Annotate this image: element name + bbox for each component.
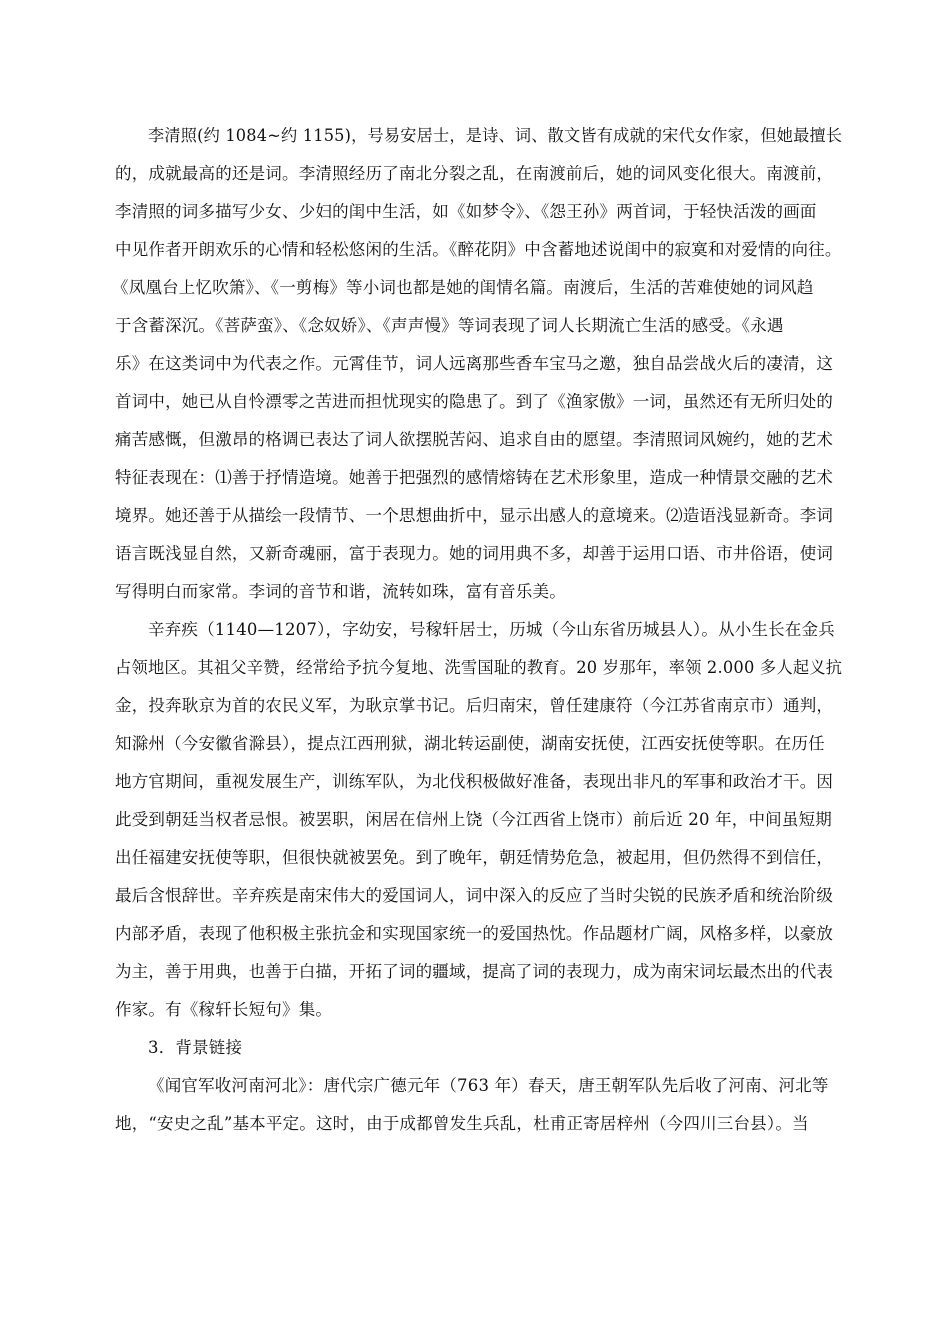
text-line-22: 内部矛盾，表现了他积极主张抗金和实现国家统一的爱国热忱。作品题材广阔，风格多样，以豪放 bbox=[115, 924, 834, 943]
text-line-21: 最后含恨辞世。辛弃疾是南宋伟大的爱国词人，词中深入的反应了当时尖锐的民族矛盾和统治阶级 bbox=[115, 886, 834, 905]
text-line-15: 占领地区。其祖父辛赞，经常给予抗今复地、洗雪国耻的教育。20 岁那年，率领 2.000 多人起义抗 bbox=[115, 658, 843, 677]
text-line-23: 为主，善于用典，也善于白描，开拓了词的疆域，提高了词的表现力，成为南宋词坛最杰出的代表 bbox=[115, 962, 834, 981]
text-line-27: 地，“安史之乱”基本平定。这时，由于成都曾发生兵乱，杜甫正寄居梓州（今四川三台县）。当 bbox=[115, 1114, 809, 1133]
text-line-8: 首词中，她已从自怜漂零之苦进而担忧现实的隐患了。到了《渔家傲》一词，虽然还有无所归处的 bbox=[115, 392, 834, 411]
text-line-14: 辛弃疾（1140—1207），字幼安，号稼轩居士，历城（今山东省历城县人）。从小生长在金兵 bbox=[148, 620, 835, 639]
text-line-9: 痛苦感慨，但激昂的格调已表达了词人欲摆脱苦闷、追求自由的愿望。李清照词风婉约，她的艺术 bbox=[115, 430, 834, 449]
text-line-13: 写得明白而家常。李词的音节和谐，流转如珠，富有音乐美。 bbox=[115, 582, 566, 601]
text-line-19: 此受到朝廷当权者忌恨。被罢职，闲居在信州上饶（今江西省上饶市）前后近 20 年，中间虽短期 bbox=[115, 810, 832, 829]
text-line-3: 李清照的词多描写少女、少妇的闺中生活，如《如梦令》、《怨王孙》两首词，于轻快活泼的画面 bbox=[115, 202, 817, 221]
text-line-4: 中见作者开朗欢乐的心情和轻松悠闲的生活。《醉花阴》中含蓄地述说闺中的寂寞和对爱情的向往。 bbox=[115, 240, 842, 259]
text-line-7: 乐》在这类词中为代表之作。元霄佳节，词人远离那些香车宝马之邀，独自品尝战火后的凄清，这 bbox=[115, 354, 834, 373]
text-line-20: 出任福建安抚使等职，但很快就被罢免。到了晚年，朝廷情势危急，被起用，但仍然得不到信任， bbox=[115, 848, 834, 867]
text-line-10: 特征表现在：⑴善于抒情造境。她善于把强烈的感情熔铸在艺术形象里，造成一种情景交融的艺术 bbox=[115, 468, 834, 487]
text-line-1: 李清照(约 1084~约 1155)，号易安居士，是诗、词、散文皆有成就的宋代女作家，但她最擅长 bbox=[148, 126, 843, 145]
text-line-12: 语言既浅显自然，又新奇魂丽，富于表现力。她的词用典不多，却善于运用口语、市井俗语，使词 bbox=[115, 544, 834, 563]
text-line-24: 作家。有《稼轩长短句》集。 bbox=[115, 1000, 333, 1019]
text-line-2: 的，成就最高的还是词。李清照经历了南北分裂之乱，在南渡前后，她的词风变化很大。南渡前， bbox=[115, 164, 834, 183]
text-line-11: 境界。她还善于从描绘一段情节、一个思想曲折中，显示出感人的意境来。⑵造语浅显新奇。李词 bbox=[115, 506, 834, 525]
text-line-17: 知滁州（今安徽省滁县），提点江西刑狱，湖北转运副使，湖南安抚使，江西安抚使等职。在历任 bbox=[115, 734, 825, 753]
text-line-26: 《闻官军收河南河北》：唐代宗广德元年（763 年）春天，唐王朝军队先后收了河南、河北等 bbox=[148, 1076, 829, 1095]
text-line-18: 地方官期间，重视发展生产，训练军队，为北伐积极做好准备，表现出非凡的军事和政治才干。因 bbox=[115, 772, 834, 791]
section-heading: 3．背景链接 bbox=[148, 1038, 243, 1057]
text-line-16: 金，投奔耿京为首的农民义军，为耿京掌书记。后归南宋，曾任建康符（今江苏省南京市）通判， bbox=[115, 696, 834, 715]
text-line-6: 于含蓄深沉。《菩萨蛮》、《念奴娇》、《声声慢》等词表现了词人长期流亡生活的感受。《永遇 bbox=[115, 316, 784, 335]
text-line-5: 《凤凰台上忆吹箫》、《一剪梅》等小词也都是她的闺情名篇。南渡后，生活的苦难使她的词风趋 bbox=[112, 278, 814, 297]
